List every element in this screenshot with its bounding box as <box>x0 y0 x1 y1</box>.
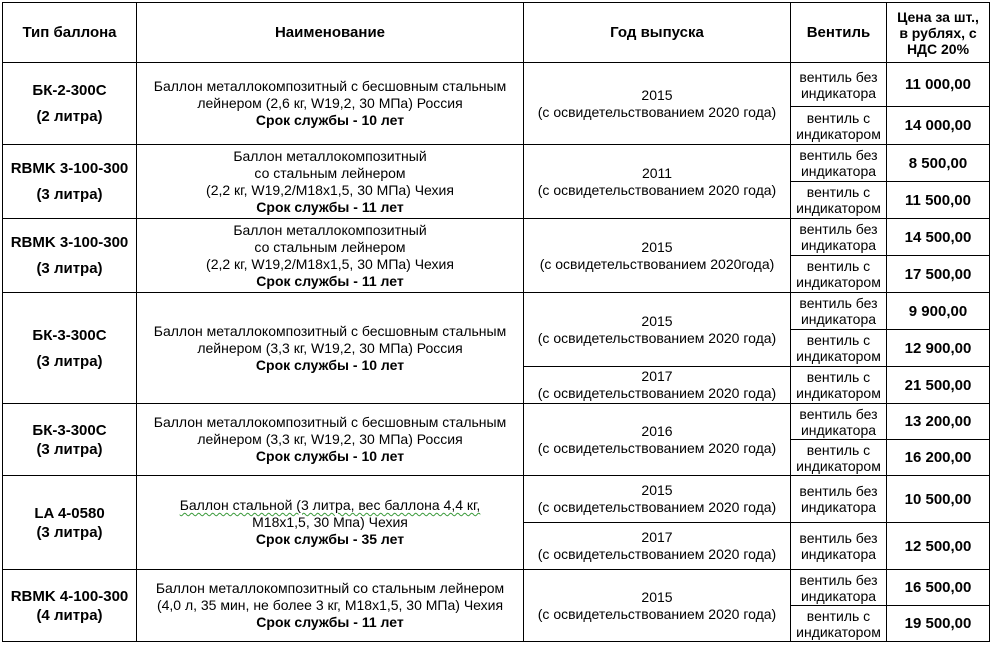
cylinder-name-cell <box>137 293 524 404</box>
name-line: Баллон металлокомпозитный <box>233 147 427 164</box>
header-price-line2: в рублях, с <box>899 24 977 41</box>
valve-cell <box>791 182 887 219</box>
table-row <box>3 219 990 256</box>
cylinder-volume: (3 литра) <box>36 260 103 277</box>
valve-line: индикатором <box>796 274 881 290</box>
price-cell: 8 500,00 <box>887 145 990 182</box>
header-price-line3: НДС 20% <box>906 40 970 57</box>
cylinder-name-cell <box>137 63 524 145</box>
valve-line: индикатора <box>800 546 877 562</box>
valve-line: вентиль с <box>806 332 871 348</box>
name-line: Баллон стальной (3 литра, вес баллона 4,4 кг, <box>179 497 481 513</box>
table-row <box>3 145 990 182</box>
valve-line: вентиль без <box>799 530 878 546</box>
cylinder-name-cell <box>137 404 524 476</box>
certification-note: (с освидетельствованием 2020 года) <box>537 499 777 515</box>
valve-line: вентиль с <box>806 441 871 458</box>
service-life: Срок службы - 35 лет <box>255 531 405 547</box>
year-value: 2017 <box>641 368 673 384</box>
year-value: 2016 <box>641 422 673 439</box>
valve-cell <box>791 404 887 440</box>
price-cell: 21 500,00 <box>887 367 990 404</box>
price-cell: 19 500,00 <box>887 606 990 642</box>
year-cell <box>524 523 791 570</box>
cylinder-volume: (3 литра) <box>36 352 103 370</box>
year-value: 2015 <box>641 86 673 103</box>
valve-line: вентиль с <box>806 607 871 624</box>
valve-line: индикатором <box>796 348 881 364</box>
table-row <box>3 570 990 606</box>
price-cell: 12 900,00 <box>887 330 990 367</box>
certification-note: (с освидетельствованием 2020 года) <box>537 546 777 562</box>
valve-cell <box>791 107 887 145</box>
year-cell <box>524 404 791 476</box>
service-life: Срок службы - 11 лет <box>256 272 404 289</box>
valve-line: индикатором <box>796 200 881 216</box>
cylinder-volume: (3 литра) <box>36 186 103 203</box>
valve-line: вентиль с <box>806 369 871 385</box>
name-line: лейнером (3,3 кг, W19,2, 30 МПа) Россия <box>197 339 463 356</box>
valve-line: вентиль без <box>799 221 878 237</box>
table-row <box>3 404 990 440</box>
name-line: со стальным лейнером <box>254 238 406 255</box>
table-row <box>3 293 990 330</box>
valve-cell <box>791 606 887 642</box>
price-table <box>2 2 990 642</box>
year-cell <box>524 63 791 145</box>
cylinder-type: LA 4-0580 <box>34 504 105 522</box>
certification-note: (с освидетельствованием 2020 года) <box>537 329 777 346</box>
cylinder-type: БК-3-300С <box>32 326 107 344</box>
year-cell <box>524 476 791 523</box>
valve-cell <box>791 219 887 256</box>
year-value: 2015 <box>641 238 673 255</box>
certification-note: (с освидетельствованием 2020 года) <box>537 181 777 198</box>
name-line: Баллон металлокомпозитный с бесшовным стальным <box>153 322 507 339</box>
cylinder-type: RBMK 4-100-300 <box>10 587 129 605</box>
cylinder-name-cell <box>137 219 524 293</box>
cylinder-type-cell <box>3 293 137 404</box>
price-cell: 16 200,00 <box>887 440 990 476</box>
name-line: (2,2 кг, W19,2/M18x1,5, 30 МПа) Чехия <box>206 181 454 198</box>
cylinder-volume: (4 литра) <box>36 606 103 624</box>
price-cell: 11 000,00 <box>887 63 990 107</box>
year-value: 2017 <box>641 529 673 545</box>
service-life: Срок службы - 11 лет <box>256 614 404 630</box>
certification-note: (с освидетельствованием 2020 года) <box>537 103 777 120</box>
certification-note: (с освидетельствованием 2020 года) <box>537 385 777 401</box>
valve-line: вентиль без <box>799 295 878 311</box>
cylinder-name-cell <box>137 476 524 570</box>
year-value: 2015 <box>641 482 673 498</box>
year-value: 2015 <box>641 588 673 605</box>
name-line: Баллон металлокомпозитный <box>233 221 427 238</box>
certification-note: (с освидетельствованием 2020года) <box>539 255 775 272</box>
year-value: 2015 <box>641 312 673 329</box>
cylinder-volume: (3 литра) <box>36 523 103 541</box>
price-cell: 16 500,00 <box>887 570 990 606</box>
valve-cell <box>791 256 887 293</box>
header-row <box>3 3 990 63</box>
name-line: M18x1,5, 30 Мпа) Чехия <box>252 514 408 530</box>
valve-line: вентиль с <box>806 184 871 200</box>
valve-cell <box>791 476 887 523</box>
year-cell <box>524 145 791 219</box>
valve-cell <box>791 293 887 330</box>
price-cell: 17 500,00 <box>887 256 990 293</box>
valve-line: вентиль без <box>799 483 878 499</box>
service-life: Срок службы - 11 лет <box>256 198 404 215</box>
valve-line: индикатора <box>800 163 877 179</box>
name-line: лейнером (2,6 кг, W19,2, 30 МПа) Россия <box>197 95 463 111</box>
year-cell <box>524 367 791 404</box>
cylinder-type-cell <box>3 63 137 145</box>
name-line: лейнером (3,3 кг, W19,2, 30 МПа) Россия <box>197 431 463 447</box>
name-line: со стальным лейнером <box>254 164 406 181</box>
cylinder-type-cell <box>3 476 137 570</box>
valve-line: индикатором <box>796 457 881 474</box>
header-price <box>887 3 990 63</box>
price-cell: 9 900,00 <box>887 293 990 330</box>
name-line: Баллон металлокомпозитный с бесшовным стальным <box>153 414 507 430</box>
cylinder-name-cell <box>137 570 524 642</box>
cylinder-volume: (2 литра) <box>36 108 103 125</box>
price-cell: 14 000,00 <box>887 107 990 145</box>
name-line: Баллон металлокомпозитный с бесшовным стальным <box>153 78 507 94</box>
price-cell: 14 500,00 <box>887 219 990 256</box>
header-year: Год выпуска <box>524 3 791 63</box>
valve-cell <box>791 523 887 570</box>
valve-line: вентиль без <box>799 405 878 422</box>
cylinder-type-cell <box>3 404 137 476</box>
price-cell: 12 500,00 <box>887 523 990 570</box>
service-life: Срок службы - 10 лет <box>255 112 405 128</box>
valve-line: индикатором <box>796 385 881 401</box>
valve-line: индикатора <box>800 587 877 604</box>
price-cell: 13 200,00 <box>887 404 990 440</box>
valve-line: индикатора <box>800 237 877 253</box>
cylinder-volume: (3 литра) <box>36 440 103 458</box>
valve-cell <box>791 440 887 476</box>
name-line: Баллон металлокомпозитный со стальным лейнером <box>155 580 505 596</box>
valve-cell <box>791 570 887 606</box>
cylinder-type-cell <box>3 570 137 642</box>
cylinder-type: RBMK 3-100-300 <box>10 160 129 177</box>
valve-line: индикатора <box>800 84 877 101</box>
valve-cell <box>791 367 887 404</box>
cylinder-type-cell <box>3 145 137 219</box>
cylinder-type-cell <box>3 219 137 293</box>
price-cell: 11 500,00 <box>887 182 990 219</box>
name-line: (4,0 л, 35 мин, не более 3 кг, M18x1,5, 30 МПа) Чехия <box>156 597 504 613</box>
cylinder-type: БК-3-300С <box>32 421 107 439</box>
valve-cell <box>791 145 887 182</box>
certification-note: (с освидетельствованием 2020 года) <box>537 439 777 456</box>
valve-cell <box>791 63 887 107</box>
valve-line: вентиль без <box>799 147 878 163</box>
cylinder-type: RBMK 3-100-300 <box>10 234 129 251</box>
cylinder-name-cell <box>137 145 524 219</box>
valve-line: индикатором <box>796 125 881 142</box>
service-life: Срок службы - 10 лет <box>255 448 405 464</box>
year-cell <box>524 570 791 642</box>
header-price-line1: Цена за шт., <box>897 8 979 25</box>
valve-line: вентиль с <box>806 109 871 126</box>
valve-line: индикатора <box>800 499 877 515</box>
name-line: (2,2 кг, W19,2/M18x1,5, 30 МПа) Чехия <box>206 255 454 272</box>
valve-line: вентиль с <box>806 258 871 274</box>
year-value: 2011 <box>641 164 673 181</box>
valve-line: вентиль без <box>799 68 878 85</box>
valve-line: индикатора <box>800 311 877 327</box>
header-type: Тип баллона <box>3 3 137 63</box>
service-life: Срок службы - 10 лет <box>255 356 405 373</box>
year-cell <box>524 219 791 293</box>
certification-note: (с освидетельствованием 2020 года) <box>537 605 777 622</box>
valve-line: вентиль без <box>799 571 878 588</box>
table-row <box>3 63 990 107</box>
valve-cell <box>791 330 887 367</box>
header-valve: Вентиль <box>791 3 887 63</box>
table-row <box>3 476 990 523</box>
header-name: Наименование <box>137 3 524 63</box>
year-cell <box>524 293 791 367</box>
price-cell: 10 500,00 <box>887 476 990 523</box>
valve-line: индикатором <box>796 623 881 640</box>
valve-line: индикатора <box>800 421 877 438</box>
cylinder-type: БК-2-300С <box>32 82 107 99</box>
